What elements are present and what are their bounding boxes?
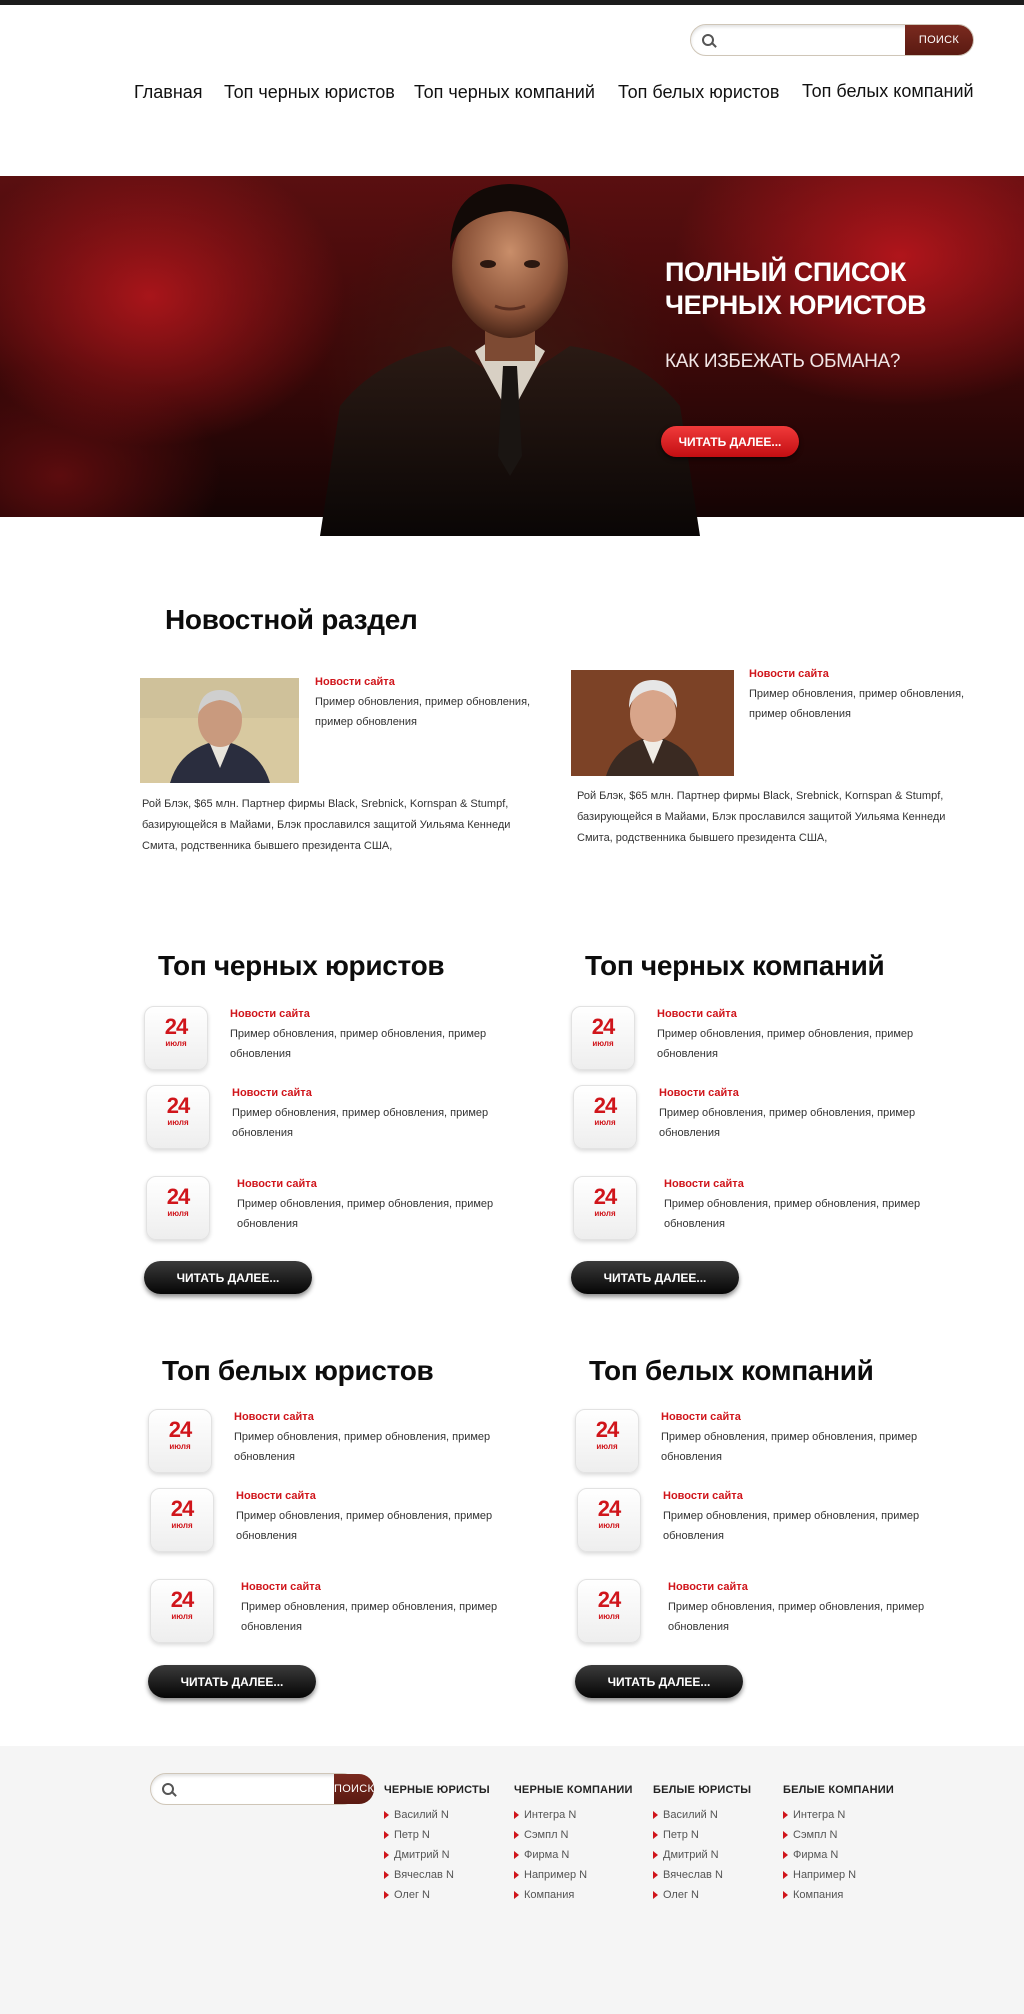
date-month: июля (594, 1118, 616, 1127)
footer-link[interactable]: Сэмпл N (514, 1825, 633, 1845)
header-search (690, 24, 974, 56)
entry-snippet: Пример обновления, пример обновления, пример обновления (663, 1510, 920, 1542)
footer-link[interactable]: Компания (514, 1885, 633, 1905)
footer-column-black-lawyers (384, 1784, 490, 1905)
footer-column-black-companies (514, 1784, 633, 1905)
read-more-button[interactable]: ЧИТАТЬ ДАЛЕЕ... (575, 1665, 743, 1698)
entry-category[interactable]: Новости сайта (657, 1008, 737, 1020)
news-photo[interactable] (571, 670, 734, 776)
footer (0, 1746, 1024, 2014)
footer-link[interactable]: Олег N (653, 1885, 751, 1905)
footer-link[interactable]: Олег N (384, 1885, 490, 1905)
footer-link[interactable]: Василий N (653, 1805, 751, 1825)
list-item (575, 1409, 975, 1479)
top-white-lawyers-title: Топ белых юристов (162, 1355, 434, 1386)
date-day: 24 (593, 1184, 617, 1209)
list-item (146, 1085, 546, 1155)
top-bar (0, 0, 1024, 5)
entry-category[interactable]: Новости сайта (659, 1087, 739, 1099)
list-item (146, 1176, 546, 1246)
date-month: июля (171, 1521, 193, 1530)
entry-snippet: Пример обновления, пример обновления, пример обновления (664, 1198, 921, 1230)
date-day: 24 (597, 1496, 621, 1521)
date-month: июля (171, 1612, 193, 1621)
nav-item-top-white-lawyers[interactable]: Топ белых юристов (618, 82, 780, 102)
footer-link[interactable]: Например N (514, 1865, 633, 1885)
footer-column-heading: БЕЛЫЕ КОМПАНИИ (783, 1784, 894, 1796)
footer-link[interactable]: Фирма N (514, 1845, 633, 1865)
hero-title-line-2: ЧЕРНЫХ ЮРИСТОВ (665, 290, 927, 320)
list-item (577, 1579, 977, 1649)
footer-link[interactable]: Компания (783, 1885, 894, 1905)
read-more-button[interactable]: ЧИТАТЬ ДАЛЕЕ... (571, 1261, 739, 1294)
list-item (144, 1006, 544, 1076)
news-description: Рой Блэк, $65 млн. Партнер фирмы Black, Srebnick, Kornspan & Stumpf, базирующейся в Майами, Блэк прославился защитой Уильяма Кеннеди Смита, родственника бывшего президента США, (577, 790, 946, 844)
entry-snippet: Пример обновления, пример обновления, пример обновления (234, 1431, 491, 1463)
entry-category[interactable]: Новости сайта (663, 1490, 743, 1502)
news-category[interactable]: Новости сайта (315, 676, 395, 688)
footer-link[interactable]: Интегра N (783, 1805, 894, 1825)
news-category[interactable]: Новости сайта (749, 668, 829, 680)
date-month: июля (167, 1209, 189, 1218)
news-snippet: Пример обновления, пример обновления, пример обновления (315, 696, 531, 728)
entry-category[interactable]: Новости сайта (234, 1411, 314, 1423)
nav-item-home[interactable]: Главная (134, 82, 203, 102)
hero-title-line-1: ПОЛНЫЙ СПИСОК (665, 257, 906, 287)
nav-item-top-black-companies[interactable]: Топ черных компаний (414, 82, 595, 102)
footer-link[interactable]: Фирма N (783, 1845, 894, 1865)
date-day: 24 (166, 1184, 190, 1209)
hero-title (665, 256, 1005, 322)
date-day: 24 (170, 1587, 194, 1612)
footer-link[interactable]: Вячеслав N (653, 1865, 751, 1885)
entry-category[interactable]: Новости сайта (232, 1087, 312, 1099)
search-button[interactable]: ПОИСК (905, 25, 973, 55)
date-badge (573, 1176, 637, 1240)
search-icon (151, 1774, 179, 1804)
date-day: 24 (593, 1093, 617, 1118)
entry-snippet: Пример обновления, пример обновления, пример обновления (232, 1107, 489, 1139)
footer-link[interactable]: Вячеслав N (384, 1865, 490, 1885)
hero-read-more-button[interactable]: ЧИТАТЬ ДАЛЕЕ... (661, 426, 799, 457)
entry-category[interactable]: Новости сайта (230, 1008, 310, 1020)
news-section-title: Новостной раздел (165, 604, 418, 635)
entry-snippet: Пример обновления, пример обновления, пример обновления (659, 1107, 916, 1139)
footer-link[interactable]: Дмитрий N (384, 1845, 490, 1865)
date-badge (571, 1006, 635, 1070)
date-badge (150, 1579, 214, 1643)
date-month: июля (594, 1209, 616, 1218)
read-more-button[interactable]: ЧИТАТЬ ДАЛЕЕ... (144, 1261, 312, 1294)
nav-item-top-black-lawyers[interactable]: Топ черных юристов (224, 82, 395, 102)
hero-portrait (300, 156, 720, 536)
news-photo[interactable] (140, 678, 299, 783)
list-item (148, 1409, 548, 1479)
footer-column-heading: ЧЕРНЫЕ КОМПАНИИ (514, 1784, 633, 1796)
date-badge (146, 1085, 210, 1149)
read-more-button[interactable]: ЧИТАТЬ ДАЛЕЕ... (148, 1665, 316, 1698)
list-item (577, 1488, 977, 1558)
date-month: июля (598, 1612, 620, 1621)
footer-column-white-lawyers (653, 1784, 751, 1905)
date-month: июля (592, 1039, 614, 1048)
entry-snippet: Пример обновления, пример обновления, пример обновления (241, 1601, 498, 1633)
entry-category[interactable]: Новости сайта (661, 1411, 741, 1423)
date-day: 24 (597, 1587, 621, 1612)
entry-snippet: Пример обновления, пример обновления, пример обновления (668, 1601, 925, 1633)
entry-category[interactable]: Новости сайта (668, 1581, 748, 1593)
footer-link[interactable]: Петр N (653, 1825, 751, 1845)
date-day: 24 (166, 1093, 190, 1118)
date-badge (146, 1176, 210, 1240)
footer-link[interactable]: Василий N (384, 1805, 490, 1825)
top-black-companies-title: Топ черных компаний (585, 950, 885, 981)
list-item (571, 1006, 971, 1076)
date-badge (144, 1006, 208, 1070)
main-nav (0, 82, 1024, 106)
hero-banner (0, 176, 1024, 517)
search-icon (691, 25, 719, 55)
footer-column-white-companies (783, 1784, 894, 1905)
date-month: июля (165, 1039, 187, 1048)
footer-search-button[interactable]: ПОИСК (334, 1774, 374, 1804)
entry-snippet: Пример обновления, пример обновления, пример обновления (236, 1510, 493, 1542)
date-badge (150, 1488, 214, 1552)
footer-link[interactable]: Дмитрий N (653, 1845, 751, 1865)
footer-column-heading: ЧЕРНЫЕ ЮРИСТЫ (384, 1784, 490, 1796)
entry-snippet: Пример обновления, пример обновления, пример обновления (230, 1028, 487, 1060)
footer-search (150, 1773, 375, 1805)
date-badge (575, 1409, 639, 1473)
date-badge (577, 1488, 641, 1552)
footer-search-input[interactable] (179, 1774, 334, 1804)
list-item (150, 1579, 550, 1649)
entry-category[interactable]: Новости сайта (241, 1581, 321, 1593)
list-item (150, 1488, 550, 1558)
footer-link[interactable]: Интегра N (514, 1805, 633, 1825)
date-day: 24 (168, 1417, 192, 1442)
date-badge (577, 1579, 641, 1643)
hero-subtitle: КАК ИЗБЕЖАТЬ ОБМАНА? (665, 351, 901, 372)
entry-category[interactable]: Новости сайта (664, 1178, 744, 1190)
date-badge (573, 1085, 637, 1149)
news-description: Рой Блэк, $65 млн. Партнер фирмы Black, Srebnick, Kornspan & Stumpf, базирующейся в Майами, Блэк прославился защитой Уильяма Кеннеди Смита, родственника бывшего президента США, (142, 798, 511, 852)
date-day: 24 (595, 1417, 619, 1442)
entry-snippet: Пример обновления, пример обновления, пример обновления (657, 1028, 914, 1060)
news-snippet: Пример обновления, пример обновления, пример обновления (749, 688, 965, 720)
date-month: июля (167, 1118, 189, 1127)
footer-link[interactable]: Сэмпл N (783, 1825, 894, 1845)
date-day: 24 (170, 1496, 194, 1521)
entry-category[interactable]: Новости сайта (237, 1178, 317, 1190)
nav-item-top-white-companies[interactable]: Топ белых компаний (802, 81, 974, 101)
top-white-companies-title: Топ белых компаний (589, 1355, 874, 1386)
date-month: июля (169, 1442, 191, 1451)
footer-column-heading: БЕЛЫЕ ЮРИСТЫ (653, 1784, 752, 1796)
entry-snippet: Пример обновления, пример обновления, пример обновления (661, 1431, 918, 1463)
date-badge (148, 1409, 212, 1473)
date-day: 24 (164, 1014, 188, 1039)
search-input[interactable] (719, 25, 905, 55)
footer-link[interactable]: Петр N (384, 1825, 490, 1845)
top-black-lawyers-title: Топ черных юристов (158, 950, 445, 981)
date-month: июля (596, 1442, 618, 1451)
list-item (573, 1085, 973, 1155)
date-day: 24 (591, 1014, 615, 1039)
date-month: июля (598, 1521, 620, 1530)
entry-category[interactable]: Новости сайта (236, 1490, 316, 1502)
entry-snippet: Пример обновления, пример обновления, пример обновления (237, 1198, 494, 1230)
list-item (573, 1176, 973, 1246)
footer-link[interactable]: Например N (783, 1865, 894, 1885)
